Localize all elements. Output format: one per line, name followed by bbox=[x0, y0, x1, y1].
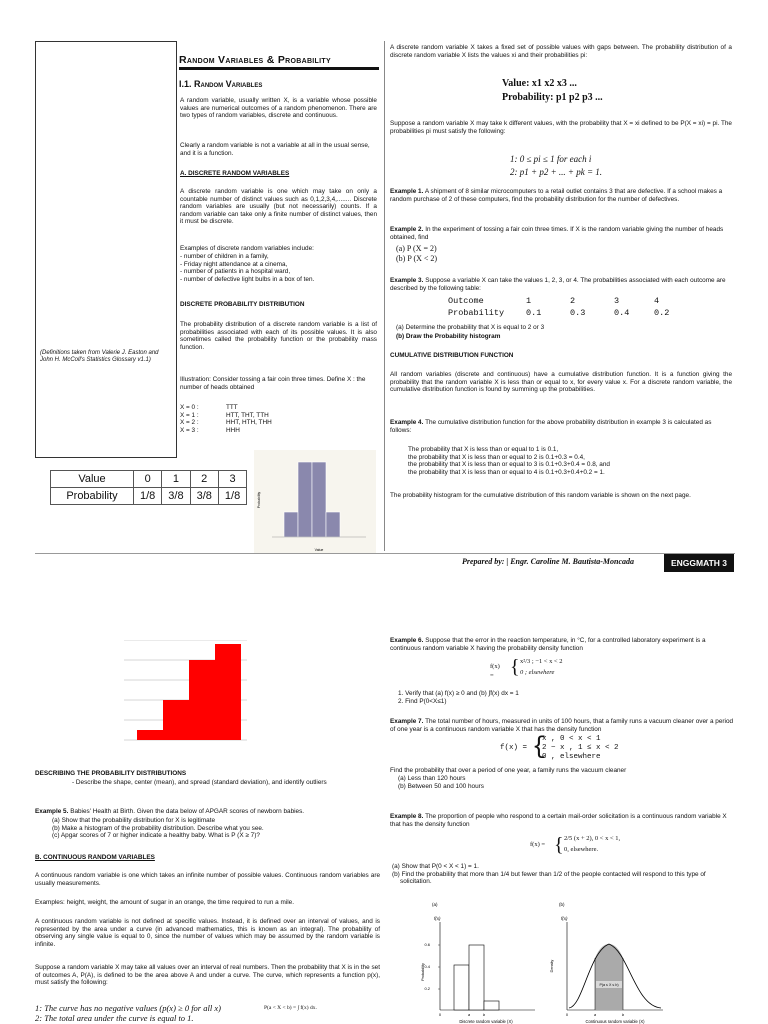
outcome-table bbox=[448, 295, 669, 319]
example-label: Example 4. bbox=[390, 419, 424, 426]
histogram-bar bbox=[298, 462, 312, 537]
coin-histogram bbox=[254, 450, 376, 554]
example-text: Suppose a variable X can take the values 1, 2, 3, or 4. The probabilities associated with each outcome are described by the following table: bbox=[390, 277, 726, 292]
heading-probability-distribution: DISCRETE PROBABILITY DISTRIBUTION bbox=[180, 301, 305, 308]
table-cell: 1/8 bbox=[218, 488, 246, 505]
svg-text:a: a bbox=[593, 1012, 597, 1017]
list-item: (a) Show that P(0 < X < 1) = 1. bbox=[392, 863, 479, 870]
example-2-b: (b) P (X < 2) bbox=[396, 254, 438, 263]
example-text: Suppose that the error in the reaction temperature, in °C, for a controlled laboratory experiment is a continuous random variable X having the probability density function bbox=[390, 637, 706, 652]
example-4 bbox=[390, 419, 732, 434]
pd-definition: The probability distribution of a discrete random variable is a list of probabilities associated with each of its possible values. It is also sometimes called the probability function or the probability mass function. bbox=[180, 321, 377, 351]
outcomes-list bbox=[180, 404, 377, 434]
example-text: The proportion of people who respond to a certain mail-order solicitation is a continuous random variable X that has the density function bbox=[390, 813, 727, 828]
cdf-bar bbox=[137, 730, 163, 740]
table-cell: 1/8 bbox=[134, 488, 162, 505]
example-label: Example 6. bbox=[390, 637, 424, 644]
example-3 bbox=[390, 277, 732, 292]
cdf-line: the probability that X is less than or equal to 4 is 0.1+0.3+0.4+0.2 = 1. bbox=[408, 468, 605, 476]
list-item: - number of patients in a hospital ward, bbox=[180, 268, 377, 276]
svg-text:0: 0 bbox=[438, 1012, 442, 1017]
cdf-bar bbox=[189, 660, 215, 740]
cdf-line: the probability that X is less than or equal to 3 is 0.1+0.3+0.4 = 0.8, and bbox=[408, 461, 610, 469]
example-7-items bbox=[398, 775, 728, 790]
example-6-items bbox=[398, 690, 728, 705]
example-3-b: (b) Draw the Probability histogram bbox=[396, 333, 501, 340]
continuous-condition-1: 1: The curve has no negative values (p(x) ≥ 0 for all x) bbox=[35, 1003, 221, 1013]
example-text: A shipment of 8 similar microcomputers to a retail outlet contains 3 that are defective. If a school makes a random purchase of 2 of these computers, find the probability distribution for the number of defectives. bbox=[390, 188, 723, 203]
right-intro: A discrete random variable X takes a fixed set of possible values with gaps between. The probability distribution of a discrete random variable X lists the values xi and their probabilities pi: bbox=[390, 44, 732, 59]
svg-text:0.6: 0.6 bbox=[424, 942, 430, 947]
section-heading: I.1. Random Variables bbox=[179, 79, 263, 89]
outcome-set: TTT bbox=[226, 404, 238, 411]
table-cell: Probability bbox=[448, 308, 505, 318]
illustration: Illustration: Consider tossing a fair coin three times. Define X : the number of heads obtained bbox=[180, 376, 366, 391]
svg-text:a: a bbox=[467, 1012, 471, 1017]
example-1 bbox=[390, 188, 732, 203]
list-item: - number of defective light bulbs in a box of ten. bbox=[180, 276, 377, 284]
function-piece: 0 ; elsewhere bbox=[520, 669, 555, 676]
table-cell: 3/8 bbox=[162, 488, 190, 505]
outcome-x: X = 1 : bbox=[180, 411, 199, 419]
example-text: Babies' Health at Birth. Given the data below of APGAR scores of newborn babies. bbox=[70, 808, 305, 815]
shaded-area-label: P(a ≤ X ≤ b) bbox=[599, 983, 619, 987]
cdf-line: The probability that X is less than or equal to 1 is 0.1, bbox=[408, 446, 559, 453]
table-cell: 0.1 bbox=[526, 308, 542, 318]
figure-bar bbox=[469, 945, 484, 1010]
intro-paragraph: A random variable, usually written X, is a variable whose possible values are numerical outcomes of a random phenomenon. There are two types of random variables, discrete and continuous. bbox=[180, 97, 377, 120]
continuous-condition-2: 2: The total area under the curve is equal to 1. bbox=[35, 1013, 194, 1023]
example-text: The cumulative distribution function for the above probability distribution in example 3 is calculated as follows: bbox=[390, 419, 712, 434]
svg-text:b: b bbox=[621, 1012, 625, 1017]
function-piece: 0 , elsewhere bbox=[542, 753, 601, 761]
examples-list bbox=[180, 253, 377, 283]
svg-text:0.2: 0.2 bbox=[424, 986, 430, 991]
list-item: - Describe the shape, center (mean), and spread (standard deviation), and identify outliers bbox=[72, 779, 372, 787]
example-text: In the experiment of tossing a fair coin three times. If X is the random variable giving the number of heads obtained, find bbox=[390, 226, 724, 241]
continuous-examples: Examples: height, weight, the amount of sugar in an orange, the time required to run a mile. bbox=[35, 899, 294, 906]
table-cell: 0.3 bbox=[570, 308, 586, 318]
example-3-a: (a) Determine the probability that X is equal to 2 or 3 bbox=[396, 324, 545, 331]
prepared-by: Prepared by: | Engr. Caroline M. Bautista-Moncada bbox=[462, 557, 634, 566]
example-label: Example 2. bbox=[390, 226, 424, 233]
figure-bar bbox=[484, 1001, 499, 1010]
list-item: 1. Verify that (a) f(x) ≥ 0 and (b) ∫f(x) dx = 1 bbox=[398, 690, 519, 697]
figure-fx: f(x) bbox=[561, 916, 568, 921]
table-cell: 0 bbox=[134, 471, 162, 488]
function-piece: 2/5 (x + 2), 0 < x < 1, bbox=[564, 835, 621, 842]
continuous-figure bbox=[545, 900, 665, 1024]
example-label: Example 1. bbox=[390, 188, 424, 195]
table-cell: 1 bbox=[526, 296, 532, 306]
example-label: Example 7. bbox=[390, 718, 424, 725]
list-item: - Friday night attendance at a cinema, bbox=[180, 261, 377, 269]
figure-ylabel: Density bbox=[550, 959, 554, 973]
cdf-lines bbox=[408, 446, 728, 476]
right-paragraph-2: Suppose a random variable X may take k different values, with the probability that X = xi defined to be P(X = xi) = pi. The probabilities pi must satisfy the following: bbox=[390, 120, 732, 135]
figure-ylabel: Probability bbox=[421, 963, 425, 981]
example-5-items bbox=[52, 817, 382, 840]
table-row bbox=[51, 471, 247, 488]
cdf-heading: CUMULATIVE DISTRIBUTION FUNCTION bbox=[390, 352, 514, 359]
example-label: Example 8. bbox=[390, 813, 424, 820]
svg-text:b: b bbox=[482, 1012, 486, 1017]
table-cell: Value bbox=[51, 471, 134, 488]
condition-2: 2: p1 + p2 + ... + pk = 1. bbox=[510, 167, 603, 177]
figure-label: (b) bbox=[559, 902, 565, 907]
table-cell: 4 bbox=[654, 296, 660, 306]
histogram-xlabel: Value bbox=[314, 548, 324, 552]
outcome-set: HHH bbox=[226, 426, 240, 434]
figure-fx: f(x) bbox=[434, 916, 441, 921]
continuous-paragraph-3: Suppose a random variable X may take all values over an interval of real numbers. Then the probability that X is in the set of outcomes A, P(A), is defined to be the area above A and under a curve. The curve, which represents a function p(x), must satisfy the following: bbox=[35, 964, 380, 987]
figure-caption: Discrete random variable (X) bbox=[459, 1019, 513, 1024]
svg-text:0: 0 bbox=[565, 1012, 569, 1017]
continuous-definition: A continuous random variable is one which takes an infinite number of possible values. Continuous random variables are usually measurements. bbox=[35, 872, 380, 887]
table-cell: 1 bbox=[162, 471, 190, 488]
value-row: Value: x1 x2 x3 ... bbox=[502, 78, 577, 89]
list-item: (b) Make a histogram of the probability distribution. Describe what you see. bbox=[52, 824, 264, 832]
example-8 bbox=[390, 813, 735, 828]
histogram-bar bbox=[284, 512, 298, 537]
function-piece: x , 0 < x < 1 bbox=[542, 735, 601, 743]
cdf-text: All random variables (discrete and continuous) have a cumulative distribution function. It is a function giving the probability that the random variable X is less than or equal to x, for every value x. For a discrete random variable, the cumulative distribution function is found by summing up the probabilities. bbox=[390, 371, 732, 394]
example-8-items bbox=[392, 863, 737, 886]
svg-text:0.4: 0.4 bbox=[424, 964, 430, 969]
outcome-x: X = 0 : bbox=[180, 404, 199, 411]
table-cell: Outcome bbox=[448, 296, 484, 306]
table-cell: 3 bbox=[218, 471, 246, 488]
table-cell: 3 bbox=[614, 296, 620, 306]
list-item: (c) Apgar scores of 7 or higher indicate a healthy baby. What is P (X ≥ 7)? bbox=[52, 832, 260, 840]
example-4-end: The probability histogram for the cumulative distribution of this random variable is shown on the next page. bbox=[390, 492, 691, 499]
cdf-line: the probability that X is less than or equal to 2 is 0.1+0.3 = 0.4, bbox=[408, 453, 585, 461]
example-2 bbox=[390, 226, 732, 241]
example-5 bbox=[35, 808, 380, 816]
list-item: (b) Find the probability that more than 1/4 but fewer than 1/2 of the people contacted will respond to this type of solicitation. bbox=[392, 870, 706, 886]
function-piece: 2 − x , 1 ≤ x < 2 bbox=[542, 744, 619, 752]
list-item: (a) Less than 120 hours bbox=[398, 775, 466, 782]
page-title: Random Variables & Probability bbox=[179, 54, 379, 70]
discrete-figure bbox=[420, 900, 540, 1024]
list-item: (a) Show that the probability distribution for X is legitimate bbox=[52, 817, 216, 824]
value-probability-table bbox=[50, 470, 247, 505]
definitions-note: (Definitions taken from Valerie J. Easton and John H. McColl's Statistics Glossary v1.1) bbox=[40, 350, 159, 364]
list-item: (b) Between 50 and 100 hours bbox=[398, 782, 484, 790]
histogram-bar bbox=[312, 462, 326, 537]
example-label: Example 3. bbox=[390, 277, 424, 284]
outcome-x: X = 3 : bbox=[180, 426, 199, 434]
example-7-question: Find the probability that over a period of one year, a family runs the vacuum cleaner bbox=[390, 767, 627, 774]
table-row bbox=[51, 488, 247, 505]
heading-continuous: B. CONTINUOUS RANDOM VARIABLES bbox=[35, 854, 155, 861]
example-6 bbox=[390, 637, 735, 652]
table-cell: Probability bbox=[51, 488, 134, 505]
example-text: The total number of hours, measured in units of 100 hours, that a family runs a vacuum cleaner over a period of one year is a continuous random variable X that has the density function bbox=[390, 718, 734, 733]
column-divider bbox=[384, 41, 385, 551]
describing-list bbox=[72, 779, 372, 787]
list-item: - number of children in a family, bbox=[180, 253, 377, 261]
probability-row: Probability: p1 p2 p3 ... bbox=[502, 92, 603, 103]
figure-label: (a) bbox=[432, 902, 438, 907]
discrete-definition: A discrete random variable is one which may take on only a countable number of distinct values such as 0,1,2,3,4,........ Discrete random variables are usually (but not necessarily) counts. If a random variable can take only a finite number of distinct values, then it must be discrete. bbox=[180, 188, 377, 226]
notes-box bbox=[35, 41, 177, 458]
figure-bar bbox=[454, 965, 469, 1010]
example-2-a: (a) P (X = 2) bbox=[396, 244, 437, 253]
describing-heading: DESCRIBING THE PROBABILITY DISTRIBUTIONS bbox=[35, 770, 187, 777]
cdf-bar bbox=[163, 700, 189, 740]
outcome-x: X = 2 : bbox=[180, 419, 199, 427]
example-label: Example 5. bbox=[35, 808, 69, 815]
example-7 bbox=[390, 718, 735, 733]
table-cell: 0.2 bbox=[654, 308, 670, 318]
function-piece: 0, elsewhere. bbox=[564, 846, 599, 853]
table-cell: 2 bbox=[190, 471, 218, 488]
heading-discrete: A. DISCRETE RANDOM VARIABLES bbox=[180, 170, 290, 177]
condition-1: 1: 0 ≤ pi ≤ 1 for each i bbox=[510, 154, 592, 164]
outcome-set: HTT, THT, TTH bbox=[226, 411, 269, 419]
table-cell: 2 bbox=[570, 296, 576, 306]
continuous-paragraph-2: A continuous random variable is not defined at specific values. Instead, it is defined over an interval of values, and is represented by the area under a curve (in advanced mathematics, this is known as an integral). The probability of observing any single value is equal to 0, since the number of values which may be assumed by the random variable is infinite. bbox=[35, 918, 380, 948]
outcome-set: HHT, HTH, THH bbox=[226, 419, 272, 427]
intro-paragraph-2: Clearly a random variable is not a variable at all in the usual sense, and it is a function. bbox=[180, 142, 370, 157]
function-piece: x²/3 ; −1 < x < 2 bbox=[520, 658, 563, 665]
course-badge: ENGGMATH 3 bbox=[664, 554, 734, 572]
cdf-staircase-chart bbox=[112, 640, 252, 762]
table-cell: 0.4 bbox=[614, 308, 630, 318]
list-item: 2. Find P(0<X≤1) bbox=[398, 697, 447, 705]
continuous-formula: P(a < X < b) = ∫ f(x) dx. bbox=[264, 1005, 317, 1011]
histogram-ylabel: Probability bbox=[257, 491, 261, 509]
table-cell: 3/8 bbox=[190, 488, 218, 505]
cdf-bar bbox=[215, 644, 241, 740]
examples-intro: Examples of discrete random variables include: bbox=[180, 245, 314, 252]
histogram-bar bbox=[326, 512, 340, 537]
figure-caption: Continuous random variable (X) bbox=[585, 1019, 645, 1024]
